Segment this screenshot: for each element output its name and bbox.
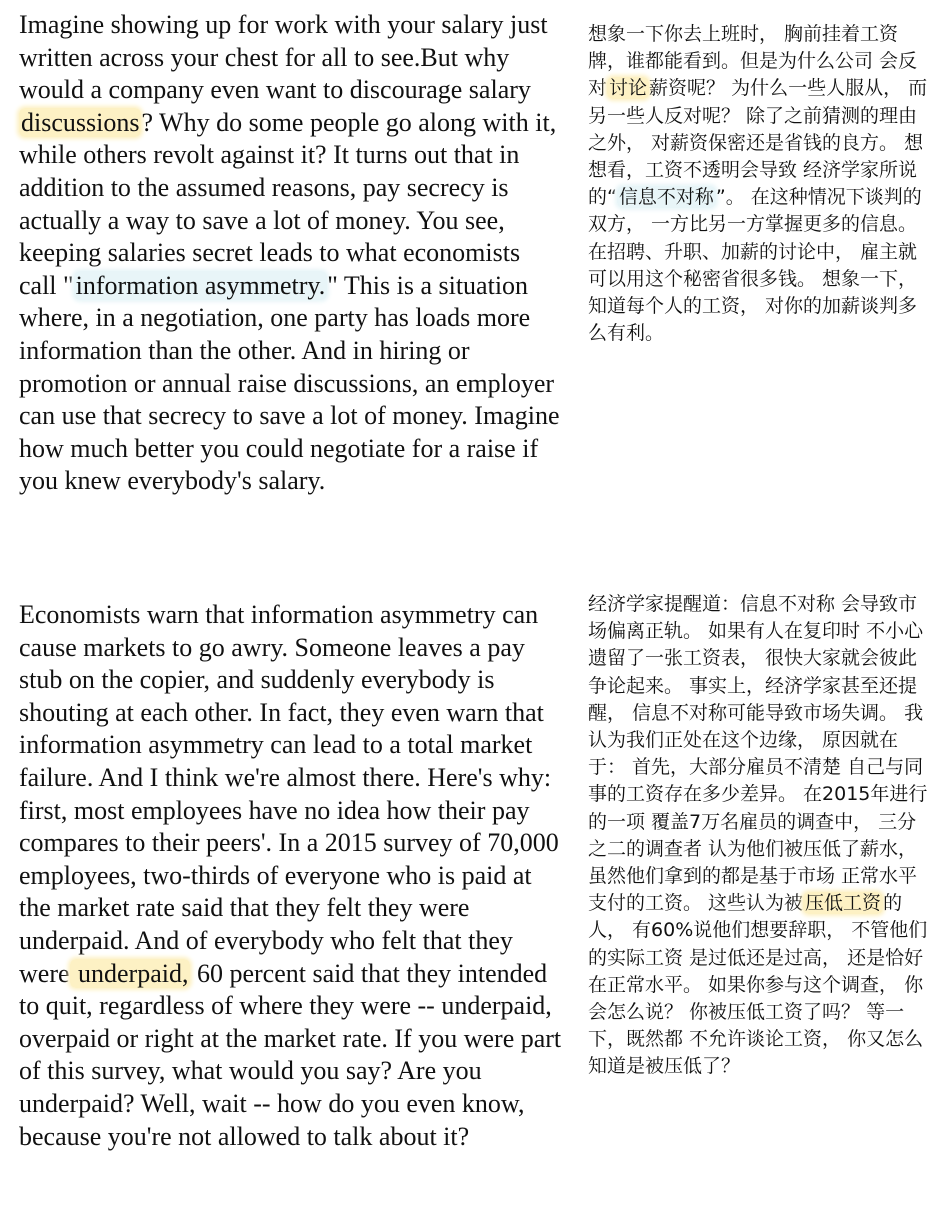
english-p2-text-a: Economists warn that information asymmetry can cause markets to go awry. Someone leaves a pay stub on the copier, and suddenly everybody is shouting at each other. In fact, they even warn that information asymmetry can lead to a total market failure. And I think we're almost there. Here's why: first, most employees have no idea how their pay compares to their peers'. In a 2015 survey of 70,000 employees, two-thirds of everyone who is paid at the market rate said that they felt they were underpaid. And of everybody who felt that they were <box>19 600 559 988</box>
chinese-p1-text-a: 想象一下你去上班时， 胸前挂着工资牌，谁都能看到。但是为什么公司 会反对 <box>588 23 918 100</box>
chinese-paragraph-1 <box>588 21 933 347</box>
english-p1-text-a: Imagine showing up for work with your salary just written across your chest for all to see.But why would a company even want to discourage salary <box>19 10 548 105</box>
chinese-paragraph-2 <box>588 591 933 1081</box>
english-paragraph-1 <box>19 9 564 498</box>
chinese-highlight-underpaid: 压低工资 <box>805 892 882 915</box>
chinese-p1-text-c: ”。 在这种情况下谈判的双方， 一方比另一方掌握更多的信息。 在招聘、升职、加薪的讨论中， 雇主就可以用这个秘密省很多钱。 想象一下，知道每个人的工资， 对你的加薪谈判多么有利。 <box>588 186 922 345</box>
english-p1-text-c: " This is a situation where, in a negotiation, one party has loads more information than the other. And in hiring or promotion or annual raise discussions, an employer can use that secrecy to save a lot of money. Imagine how much better you could negotiate for a raise if you knew everybody's salary. <box>19 270 560 496</box>
english-paragraph-2 <box>19 599 564 1153</box>
chinese-highlight-information-asymmetry: 信息不对称 <box>618 186 714 209</box>
chinese-p1-text-b: 薪资呢？ 为什么一些人服从， 而另一些人反对呢？ 除了之前猜测的理由之外， 对薪资保密还是省钱的良方。 想想看，工资不透明会导致 经济学家所说的“ <box>588 77 928 209</box>
english-highlight-discussions: discussions <box>21 107 140 137</box>
english-highlight-information-asymmetry: information asymmetry. <box>75 270 326 300</box>
chinese-highlight-discussion: 讨论 <box>609 77 648 100</box>
english-highlight-underpaid: underpaid, <box>71 958 189 988</box>
chinese-p2-text-b: 的人， 有60%说他们想要辞职， 不管他们的实际工资 是过低还是过高， 还是恰好在正常水平。 如果你参与这个调查， 你会怎么说？ 你被压低工资了吗？ 等一下，既然都 不允许谈论工资， 你又怎么知道是被压低了？ <box>588 892 928 1078</box>
english-p2-text-b: 60 percent said that they intended to quit, regardless of where they were -- underpaid, overpaid or right at the market rate. If you were part of this survey, what would you say? Are you underpaid? Well, wait -- how do you even know, because you're not allowed to talk about it? <box>19 958 562 1151</box>
english-p1-text-b: ? Why do some people go along with it, while others revolt against it? It turns out that in addition to the assumed reasons, pay secrecy is actually a way to save a lot of money. You see, keeping salaries secret leads to what economists call " <box>19 107 557 300</box>
chinese-p2-text-a: 经济学家提醒道：信息不对称 会导致市场偏离正轨。 如果有人在复印时 不小心遗留了一张工资表， 很快大家就会彼此争论起来。 事实上，经济学家甚至还提醒， 信息不对称可能导致市场失调。 我认为我们正处在这个边缘， 原因就在于： 首先，大部分雇员不清楚 自己与同事的工资存在多少差异。 在2015年进行的一项 覆盖7万名雇员的调查中， 三分之二的调查者 认为他们被压低了薪水， 虽然他们拿到的都是基于市场 正常水平支付的工资。 这些认为被 <box>588 593 928 915</box>
